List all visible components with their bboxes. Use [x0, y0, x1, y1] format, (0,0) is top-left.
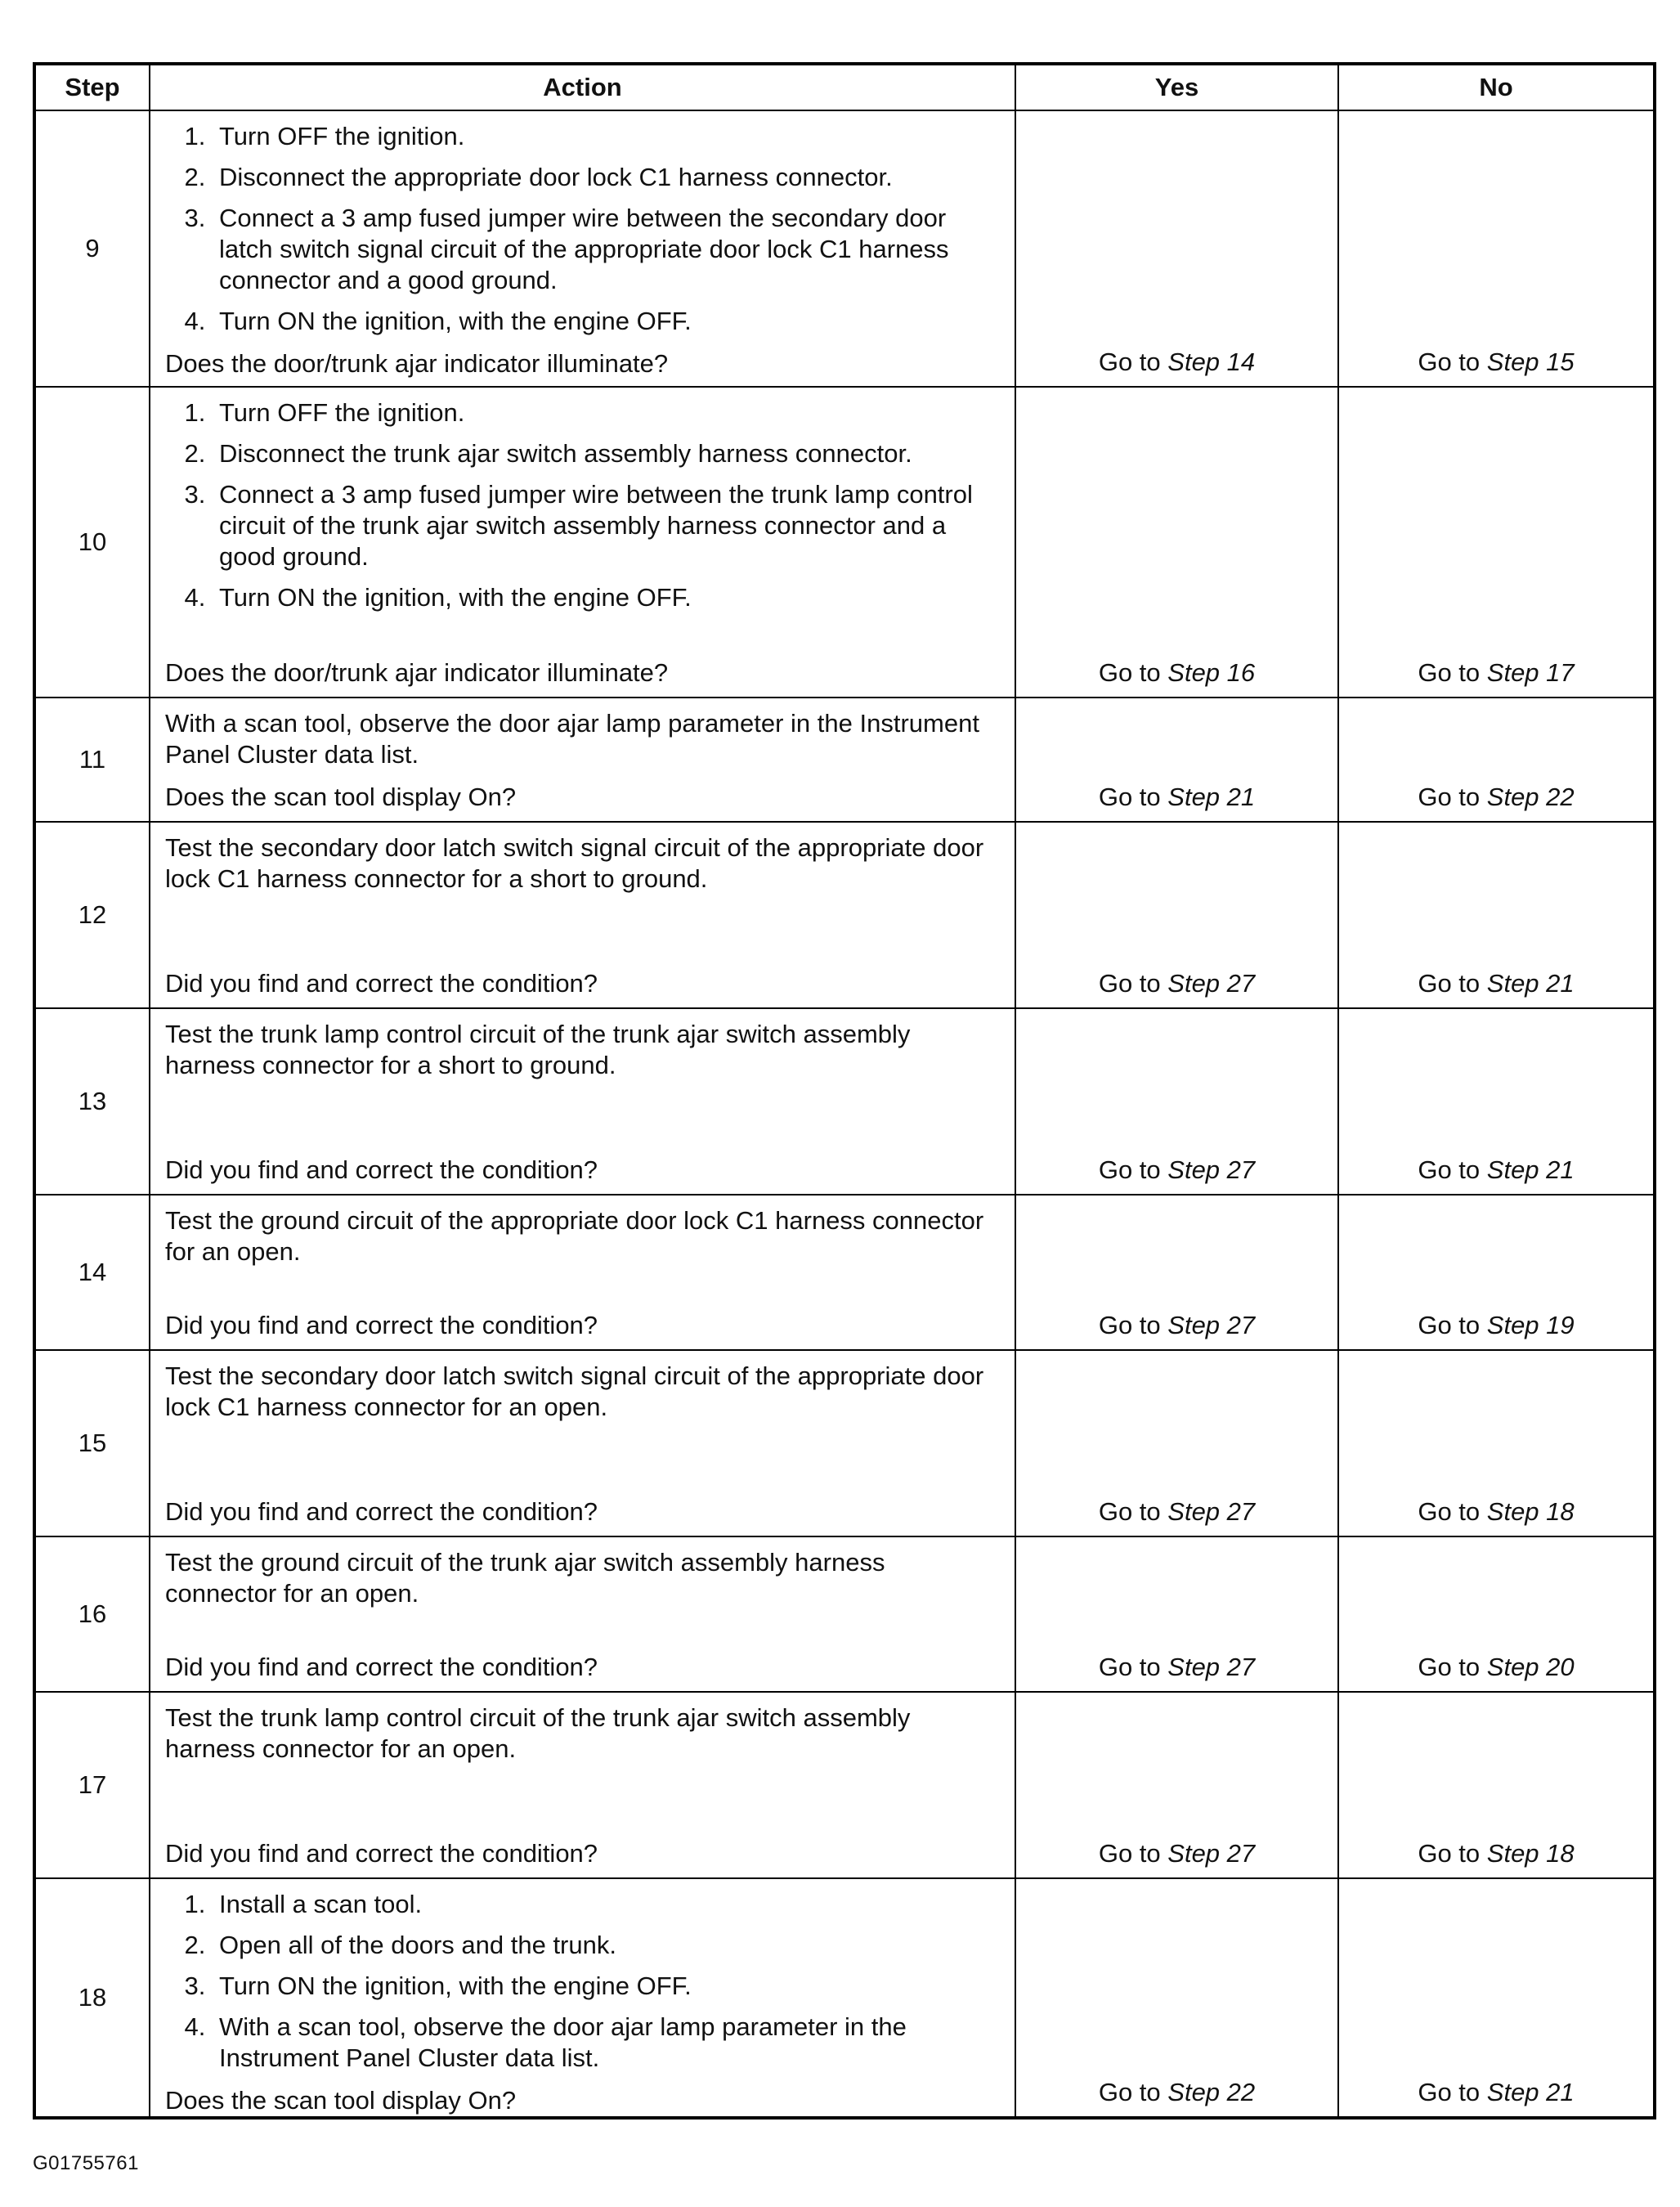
header-yes: Yes	[1015, 64, 1338, 110]
action-question: Did you find and correct the condition?	[165, 1839, 598, 1868]
no-goto-prefix: Go to	[1418, 1839, 1481, 1868]
no-step-reference: Step 19	[1486, 1311, 1575, 1339]
no-step-reference: Step 15	[1486, 348, 1575, 376]
yes-goto-prefix: Go to	[1098, 1497, 1161, 1526]
table-row	[34, 698, 1655, 822]
yes-step-reference: Step 22	[1167, 2078, 1256, 2106]
yes-result-cell	[1015, 822, 1338, 1008]
no-result-cell	[1338, 1350, 1655, 1536]
table-body	[34, 110, 1655, 2118]
no-goto-prefix: Go to	[1418, 2078, 1481, 2106]
no-result-cell	[1338, 1536, 1655, 1692]
procedure-item: 3. Turn ON the ignition, with the engine OFF.	[213, 1971, 1003, 2002]
no-step-reference: Step 17	[1486, 658, 1575, 687]
yes-step-reference: Step 27	[1167, 1311, 1256, 1339]
no-step-reference: Step 18	[1486, 1839, 1575, 1868]
action-text: Test the ground circuit of the trunk ajar switch assembly harness connector for an open.	[165, 1548, 885, 1608]
procedure-item: 2. Disconnect the trunk ajar switch assembly harness connector.	[213, 438, 1003, 469]
yes-goto-prefix: Go to	[1098, 348, 1161, 376]
yes-step-reference: Step 16	[1167, 658, 1256, 687]
no-goto-prefix: Go to	[1418, 348, 1481, 376]
yes-step-reference: Step 14	[1167, 348, 1256, 376]
yes-goto-prefix: Go to	[1098, 1311, 1161, 1339]
table-row	[34, 1536, 1655, 1692]
action-text: With a scan tool, observe the door ajar lamp parameter in the Instrument Panel Cluster data list.	[165, 709, 979, 769]
action-question: Did you find and correct the condition?	[165, 1497, 598, 1526]
no-goto-prefix: Go to	[1418, 783, 1481, 811]
yes-result-cell	[1015, 110, 1338, 387]
procedure-item: 3. Connect a 3 amp fused jumper wire between the secondary door latch switch signal circuit of the appropriate door lock C1 harness connector and a good ground.	[213, 203, 1003, 296]
table-row	[34, 1195, 1655, 1350]
procedure-item: 4. Turn ON the ignition, with the engine OFF.	[213, 582, 1003, 613]
action-question: Does the scan tool display On?	[165, 783, 517, 811]
no-step-reference: Step 21	[1486, 969, 1575, 998]
no-goto-prefix: Go to	[1418, 1653, 1481, 1681]
no-step-reference: Step 21	[1486, 1155, 1575, 1184]
table-row	[34, 110, 1655, 387]
no-step-reference: Step 20	[1486, 1653, 1575, 1681]
procedure-list	[165, 397, 1003, 623]
table-row	[34, 1008, 1655, 1195]
step-number: 18	[34, 1878, 150, 2118]
yes-goto-prefix: Go to	[1098, 783, 1161, 811]
table-row	[34, 822, 1655, 1008]
no-goto-prefix: Go to	[1418, 969, 1481, 998]
procedure-item: 1. Turn OFF the ignition.	[213, 397, 1003, 428]
yes-result-cell	[1015, 1008, 1338, 1195]
action-text: Test the trunk lamp control circuit of the trunk ajar switch assembly harness connector for a short to ground.	[165, 1020, 911, 1079]
action-cell	[150, 1692, 1015, 1878]
step-number: 12	[34, 822, 150, 1008]
no-step-reference: Step 18	[1486, 1497, 1575, 1526]
table-row	[34, 1878, 1655, 2118]
procedure-item: 1. Install a scan tool.	[213, 1889, 1003, 1920]
no-step-reference: Step 22	[1486, 783, 1575, 811]
table-row	[34, 1350, 1655, 1536]
action-text: Test the secondary door latch switch signal circuit of the appropriate door lock C1 harness connector for a short to ground.	[165, 833, 984, 893]
action-question: Does the door/trunk ajar indicator illuminate?	[165, 658, 669, 687]
action-question: Did you find and correct the condition?	[165, 1653, 598, 1681]
yes-step-reference: Step 27	[1167, 1839, 1256, 1868]
action-question: Did you find and correct the condition?	[165, 1155, 598, 1184]
yes-goto-prefix: Go to	[1098, 969, 1161, 998]
table-row	[34, 387, 1655, 698]
action-question: Did you find and correct the condition?	[165, 969, 598, 998]
yes-step-reference: Step 27	[1167, 1653, 1256, 1681]
action-text: Test the secondary door latch switch signal circuit of the appropriate door lock C1 harness connector for an open.	[165, 1361, 984, 1421]
table-row	[34, 1692, 1655, 1878]
yes-goto-prefix: Go to	[1098, 1653, 1161, 1681]
step-number: 14	[34, 1195, 150, 1350]
no-result-cell	[1338, 110, 1655, 387]
procedure-item: 4. Turn ON the ignition, with the engine OFF.	[213, 306, 1003, 337]
no-result-cell	[1338, 822, 1655, 1008]
procedure-list	[165, 121, 1003, 347]
no-result-cell	[1338, 1692, 1655, 1878]
action-text: Test the ground circuit of the appropriate door lock C1 harness connector for an open.	[165, 1206, 984, 1266]
diagnostic-table	[33, 62, 1656, 2120]
step-number: 16	[34, 1536, 150, 1692]
yes-step-reference: Step 27	[1167, 1155, 1256, 1184]
figure-id: G01755761	[33, 2152, 139, 2174]
yes-step-reference: Step 27	[1167, 1497, 1256, 1526]
yes-result-cell	[1015, 1692, 1338, 1878]
action-cell	[150, 698, 1015, 822]
header-action: Action	[150, 64, 1015, 110]
step-number: 15	[34, 1350, 150, 1536]
table-header-row	[34, 64, 1655, 110]
action-cell	[150, 1195, 1015, 1350]
no-result-cell	[1338, 698, 1655, 822]
procedure-list	[165, 1889, 1003, 2084]
action-cell	[150, 1536, 1015, 1692]
step-number: 9	[34, 110, 150, 387]
step-number: 11	[34, 698, 150, 822]
procedure-item: 2. Open all of the doors and the trunk.	[213, 1930, 1003, 1961]
action-cell	[150, 387, 1015, 698]
no-step-reference: Step 21	[1486, 2078, 1575, 2106]
no-goto-prefix: Go to	[1418, 1497, 1481, 1526]
no-result-cell	[1338, 1878, 1655, 2118]
yes-goto-prefix: Go to	[1098, 2078, 1161, 2106]
header-step: Step	[34, 64, 150, 110]
no-goto-prefix: Go to	[1418, 658, 1481, 687]
yes-result-cell	[1015, 1878, 1338, 2118]
yes-goto-prefix: Go to	[1098, 1839, 1161, 1868]
no-goto-prefix: Go to	[1418, 1155, 1481, 1184]
yes-result-cell	[1015, 1536, 1338, 1692]
no-result-cell	[1338, 1195, 1655, 1350]
step-number: 13	[34, 1008, 150, 1195]
action-question: Does the door/trunk ajar indicator illuminate?	[165, 349, 669, 378]
action-cell	[150, 1350, 1015, 1536]
procedure-item: 4. With a scan tool, observe the door ajar lamp parameter in the Instrument Panel Cluster data list.	[213, 2012, 1003, 2074]
action-cell	[150, 822, 1015, 1008]
procedure-item: 1. Turn OFF the ignition.	[213, 121, 1003, 152]
yes-step-reference: Step 27	[1167, 969, 1256, 998]
action-cell	[150, 1008, 1015, 1195]
action-question: Does the scan tool display On?	[165, 2086, 517, 2115]
action-cell	[150, 1878, 1015, 2118]
yes-goto-prefix: Go to	[1098, 1155, 1161, 1184]
yes-result-cell	[1015, 1195, 1338, 1350]
yes-step-reference: Step 21	[1167, 783, 1256, 811]
action-text: Test the trunk lamp control circuit of the trunk ajar switch assembly harness connector for an open.	[165, 1703, 911, 1763]
action-cell	[150, 110, 1015, 387]
step-number: 10	[34, 387, 150, 698]
action-question: Did you find and correct the condition?	[165, 1311, 598, 1339]
yes-result-cell	[1015, 698, 1338, 822]
step-number: 17	[34, 1692, 150, 1878]
procedure-item: 2. Disconnect the appropriate door lock C1 harness connector.	[213, 162, 1003, 193]
yes-result-cell	[1015, 387, 1338, 698]
no-result-cell	[1338, 387, 1655, 698]
yes-goto-prefix: Go to	[1098, 658, 1161, 687]
header-no: No	[1338, 64, 1655, 110]
procedure-item: 3. Connect a 3 amp fused jumper wire between the trunk lamp control circuit of the trunk ajar switch assembly harness connector and a good ground.	[213, 479, 1003, 572]
no-goto-prefix: Go to	[1418, 1311, 1481, 1339]
no-result-cell	[1338, 1008, 1655, 1195]
yes-result-cell	[1015, 1350, 1338, 1536]
